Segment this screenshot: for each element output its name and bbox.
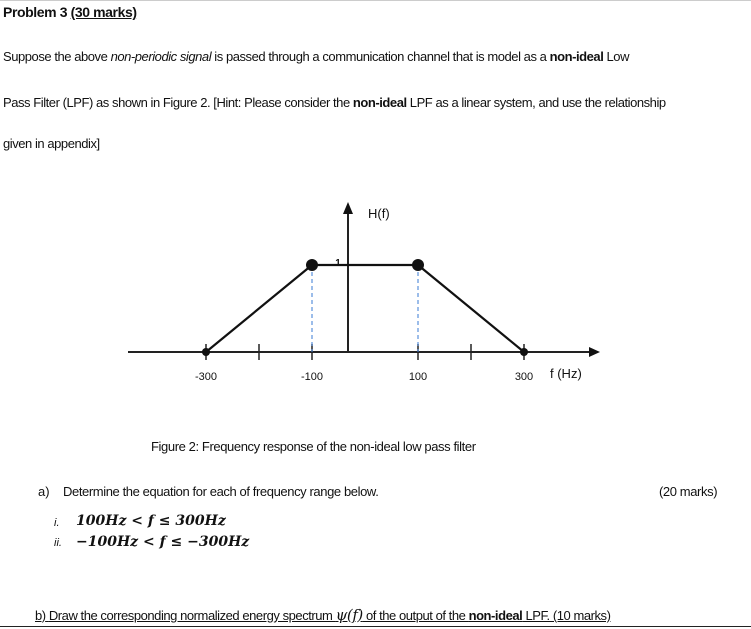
question-b-label: b) (35, 608, 46, 623)
x-tick-label: 100 (408, 371, 428, 383)
question-b-text: Draw the corresponding normalized energy spectrum (48, 608, 336, 623)
y-axis-arrow (343, 202, 353, 214)
sub-item-number-1: i. (54, 517, 60, 529)
figure-caption: Figure 2: Frequency response of the non-ideal low pass filter (151, 439, 476, 454)
sub-item-expression-1: 100Hz < f ≤ 300Hz (76, 513, 226, 529)
paragraph-line-2 (3, 95, 666, 110)
x-tick-label: -300 (194, 371, 218, 383)
question-b-bold: non-ideal (468, 608, 523, 623)
para-italic: non-periodic signal (110, 49, 212, 64)
peak-value-label: 1 (335, 258, 341, 269)
data-point--300 (202, 348, 210, 356)
y-axis-label: H(f) (368, 206, 390, 221)
x-axis-arrow (589, 347, 600, 357)
paragraph-line-3: given in appendix] (3, 136, 100, 151)
x-axis-label: f (Hz) (550, 366, 582, 381)
question-a-label: a) (38, 484, 50, 499)
problem-title: Problem 3 (3, 4, 68, 20)
question-b-text: of the output of the (362, 608, 469, 623)
paragraph-line-1 (3, 49, 629, 64)
x-tick-label: -100 (300, 371, 324, 383)
psi-symbol: ψ(f) (335, 606, 363, 624)
problem-marks: (30 marks) (70, 4, 137, 20)
para-text: is passed through a communication channel that is model as a (211, 49, 550, 64)
para-text: LPF as a linear system, and use the relationship (406, 95, 666, 110)
para-text: Pass Filter (LPF) as shown in Figure 2. [Hint: Please consider the (3, 95, 353, 110)
para-bold: non-ideal (549, 49, 604, 64)
question-b (35, 606, 610, 624)
problem-heading (3, 4, 137, 20)
x-tick-label: 300 (514, 371, 534, 383)
data-point-100 (412, 259, 424, 271)
data-point-300 (520, 348, 528, 356)
para-text: Suppose the above (3, 49, 111, 64)
para-text: Low (603, 49, 630, 64)
sub-item-number-2: ii. (54, 537, 62, 549)
question-b-text: LPF. (10 marks) (522, 608, 611, 623)
bottom-rule (0, 626, 751, 627)
frequency-response-chart (120, 190, 620, 390)
data-point--100 (306, 259, 318, 271)
top-rule (0, 0, 751, 1)
para-bold: non-ideal (352, 95, 407, 110)
response-line (206, 265, 524, 352)
sub-item-expression-2: −100Hz < f ≤ −300Hz (76, 534, 250, 550)
question-a-text: Determine the equation for each of frequency range below. (63, 484, 379, 499)
question-a-marks: (20 marks) (659, 484, 718, 499)
figure-2 (120, 190, 620, 390)
